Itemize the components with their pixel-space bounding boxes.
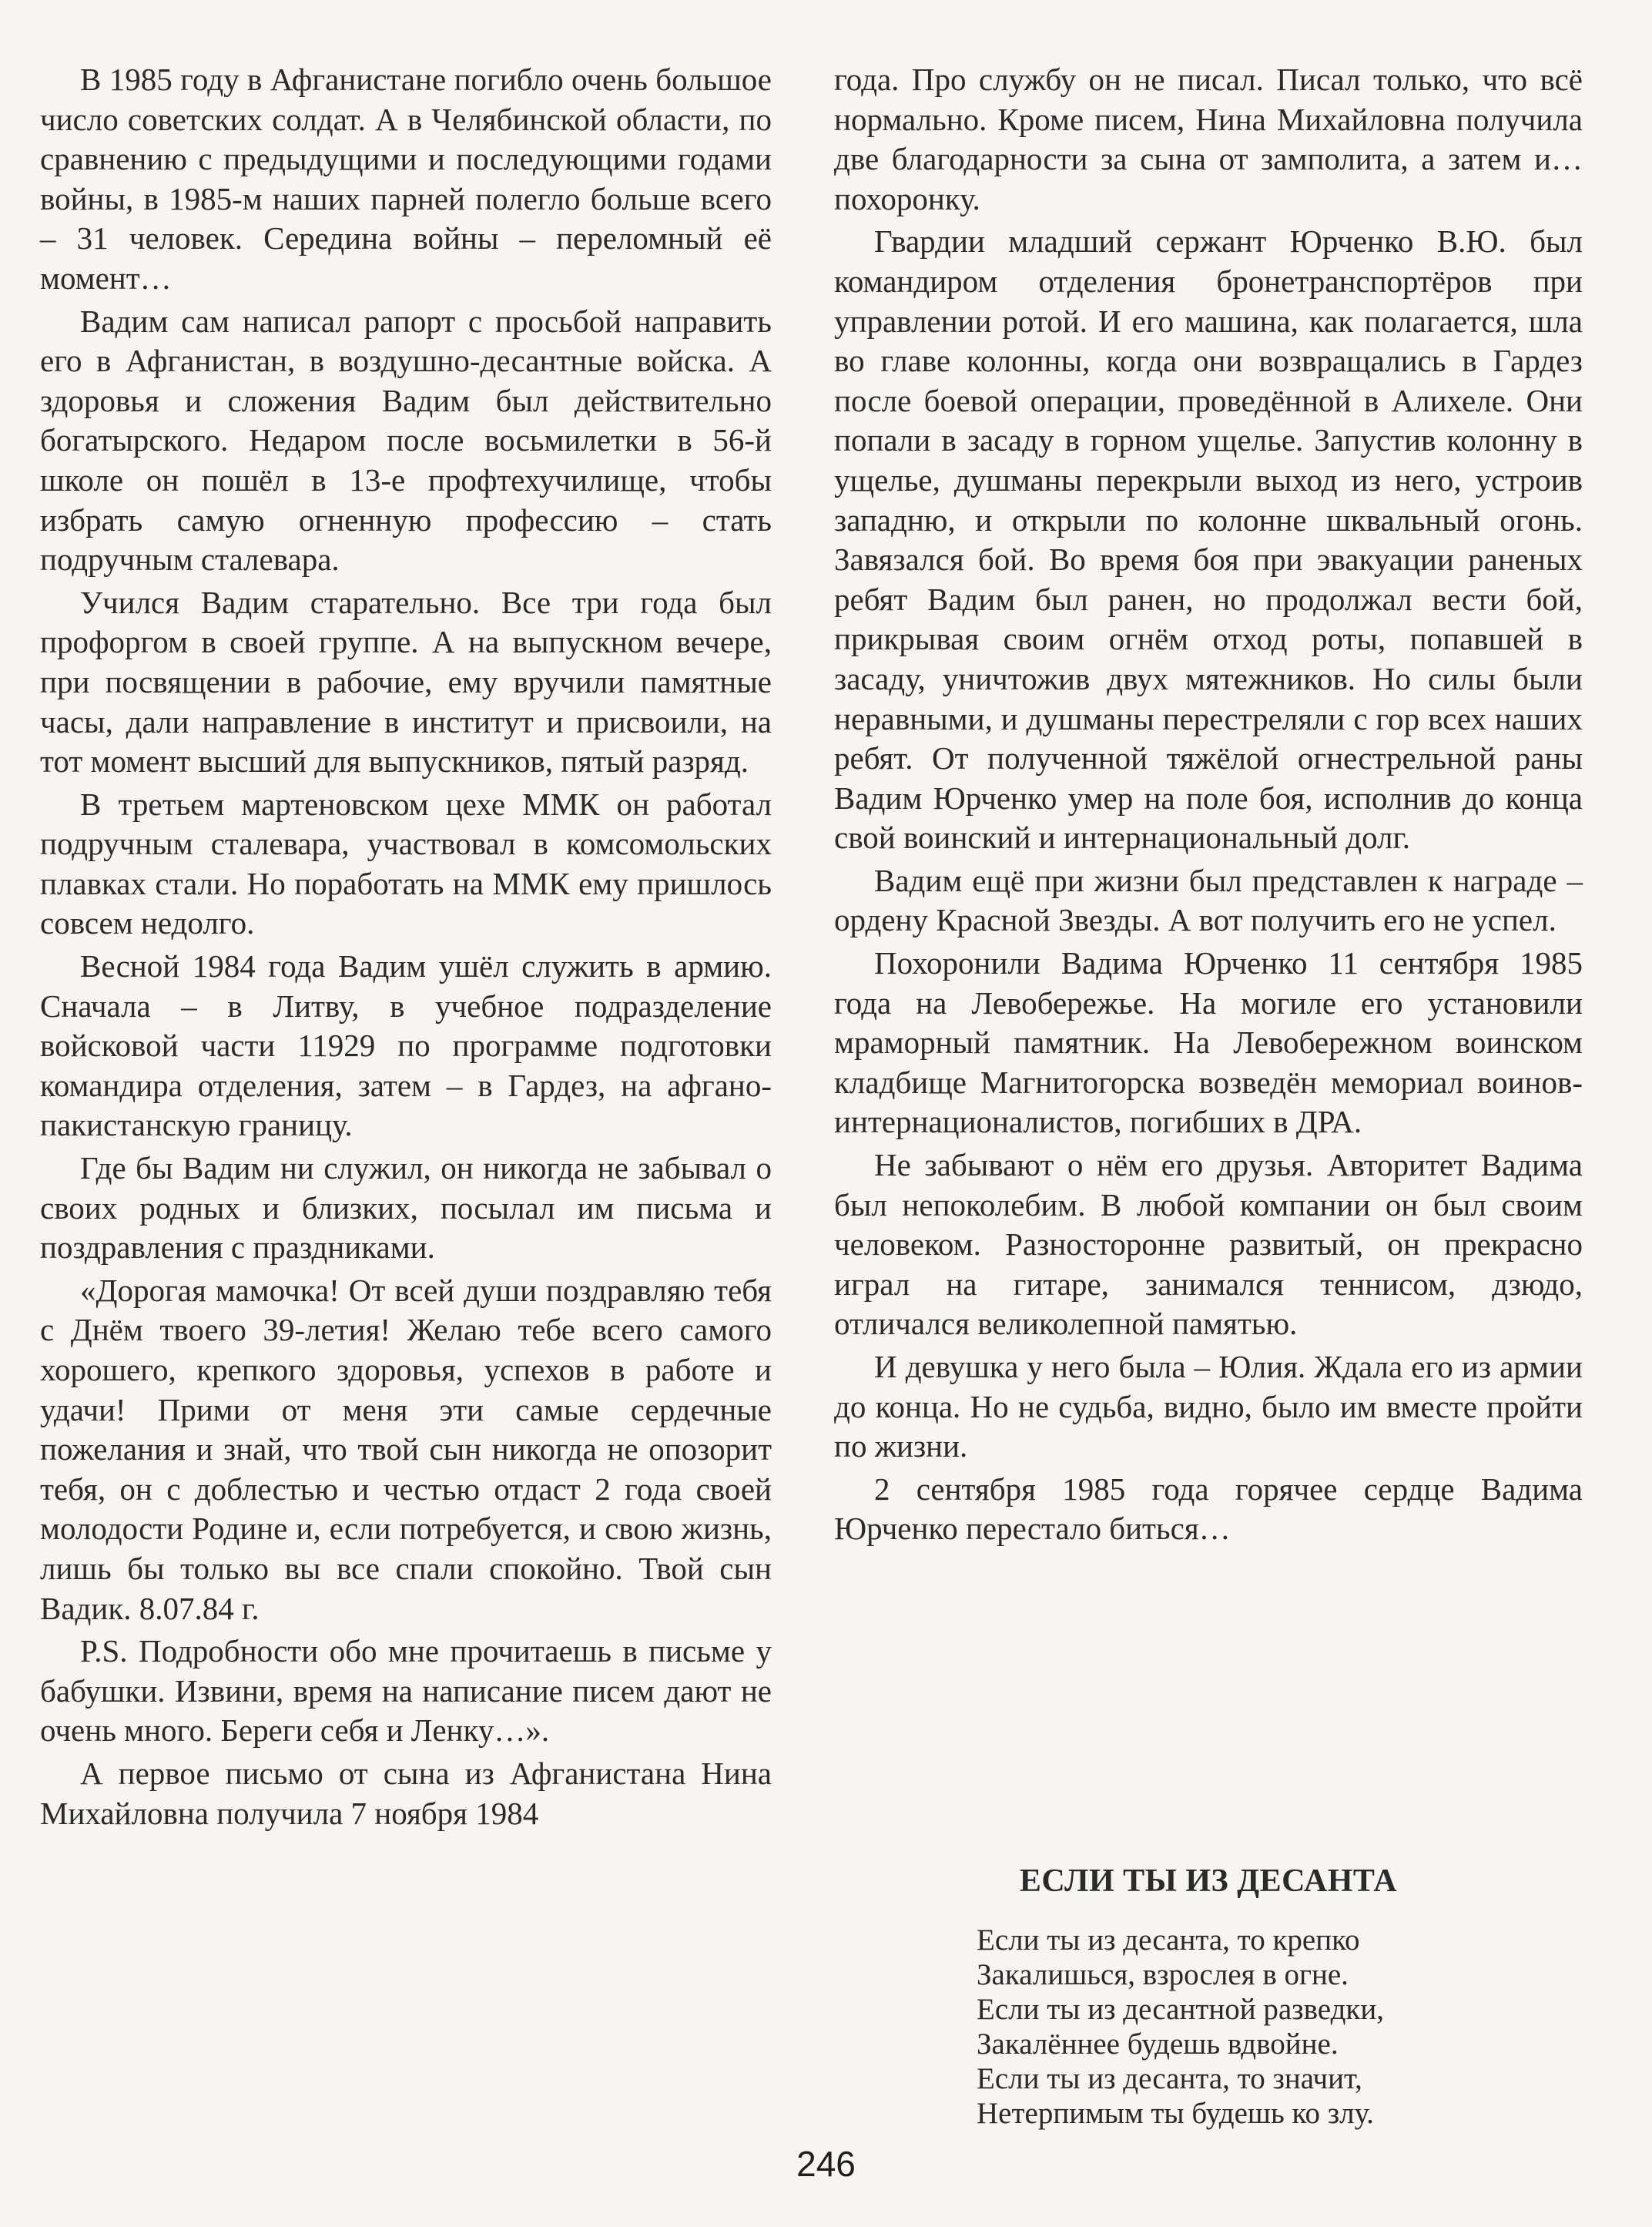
poem-line: Закалишься, взрослея в огне. — [977, 1958, 1349, 1991]
left-column — [40, 60, 772, 1833]
paragraph: Похоронили Вадима Юрченко 11 сентября 1985 года на Левобережье. На могиле его установили мраморный памятник. На Левобережном воинском кладбище Магнитогорска возведён мемориал воинов-интернационалистов, погибших в ДРА. — [834, 945, 1583, 1140]
poem-line: Закалённее будешь вдвойне. — [977, 2027, 1339, 2061]
paragraph: В третьем мартеновском цехе ММК он работал подручным сталевара, участвовал в комсомольских плавках стали. Но поработать на ММК ему пришлось совсем недолго. — [40, 786, 772, 941]
poem-line: Если ты из десанта, то значит, — [977, 2062, 1362, 2095]
paragraph: Весной 1984 года Вадим ушёл служить в армию. Сначала – в Литву, в учебное подразделение войсковой части 11929 по программе подготовки командира отделения, затем – в Гардез, на афгано-пакистанскую границу. — [40, 948, 772, 1143]
poem-title: ЕСЛИ ТЫ ИЗ ДЕСАНТА — [1019, 1863, 1398, 1899]
paragraph: Учился Вадим старательно. Все три года был профоргом в своей группе. А на выпускном вечере, при посвящении в рабочие, ему вручили памятные часы, дали направление в институт и присвоили, на тот момент высший для выпускников, пятый разряд. — [40, 584, 772, 780]
page-number: 246 — [796, 2144, 856, 2184]
poem-line: Нетерпимым ты будешь ко злу. — [977, 2097, 1374, 2130]
paragraph: Вадим ещё при жизни был представлен к награде – ордену Красной Звезды. А вот получить его не успел. — [834, 862, 1583, 938]
paragraph: «Дорогая мамочка! От всей души поздравляю тебя с Днём твоего 39-летия! Желаю тебе всего самого хорошего, крепкого здоровья, успехов в работе и удачи! Прими от меня эти самые сердечные пожелания и знай, что твой сын никогда не опозорит тебя, он с доблестью и честью отдаст 2 года своей молодости Родине и, если потребуется, и свою жизнь, лишь бы только вы все спали спокойно. Твой сын Вадик. 8.07.84 г. — [40, 1272, 772, 1626]
paragraph: Гвардии младший сержант Юрченко В.Ю. был командиром отделения бронетранспортёров при управлении ротой. И его машина, как полагается, шла во главе колонны, когда они возвращались в Гардез после боевой операции, проведённой в Алихеле. Они попали в засаду в горном ущелье. Запустив колонну в ущелье, душманы перекрыли выход из него, устроив западню, и открыли по колонне шквальный огонь. Завязался бой. Во время боя при эвакуации раненых ребят Вадим был ранен, но продолжал вести бой, прикрывая своим огнём отход роты, попавшей в засаду, уничтожив двух мятежников. Но силы были неравными, и душманы перестреляли с гор всех наших ребят. От полученной тяжёлой огнестрельной раны Вадим Юрченко умер на поле боя, исполнив до конца свой воинский и интернациональный долг. — [834, 223, 1583, 856]
right-column — [834, 60, 1583, 1549]
paragraph-continuation: года. Про службу он не писал. Писал только, что всё нормально. Кроме писем, Нина Михайловна получила две благодарности за сына от замполита, а затем и… похоронку. — [834, 62, 1583, 216]
poem — [977, 1923, 1384, 2131]
paragraph: Вадим сам написал рапорт с просьбой направить его в Афганистан, в воздушно-десантные войска. А здоровья и сложения Вадим был действительно богатырского. Недаром после восьмилетки в 56-й школе он пошёл в 13-е профтехучилище, чтобы избрать самую огненную профессию – стать подручным сталевара. — [40, 303, 772, 578]
poem-line: Если ты из десантной разведки, — [977, 1993, 1384, 2026]
paragraph: Не забывают о нём его друзья. Авторитет Вадима был непоколебим. В любой компании он был своим человеком. Разносторонне развитый, он прекрасно играл на гитаре, занимался теннисом, дзюдо, отличался великолепной памятью. — [834, 1147, 1583, 1342]
poem-line: Если ты из десанта, то крепко — [977, 1923, 1360, 1957]
paragraph: 2 сентября 1985 года горячее сердце Вадима Юрченко перестало биться… — [834, 1471, 1583, 1547]
paragraph: P.S. Подробности обо мне прочитаешь в письме у бабушки. Извини, время на написание писем дают не очень много. Береги себя и Ленку…». — [40, 1633, 772, 1749]
paragraph: А первое письмо от сына из Афганистана Нина Михайловна получила 7 ноября 1984 — [40, 1755, 772, 1831]
paragraph: Где бы Вадим ни служил, он никогда не забывал о своих родных и близких, посылал им письма и поздравления с праздниками. — [40, 1150, 772, 1266]
paragraph: И девушка у него была – Юлия. Ждала его из армии до конца. Но не судьба, видно, было им вместе пройти по жизни. — [834, 1349, 1583, 1464]
paragraph: В 1985 году в Афганистане погибло очень большое число советских солдат. А в Челябинской области, по сравнению с предыдущими и последующими годами войны, в 1985-м наших парней полегло больше всего – 31 человек. Середина войны – переломный её момент… — [40, 62, 772, 296]
